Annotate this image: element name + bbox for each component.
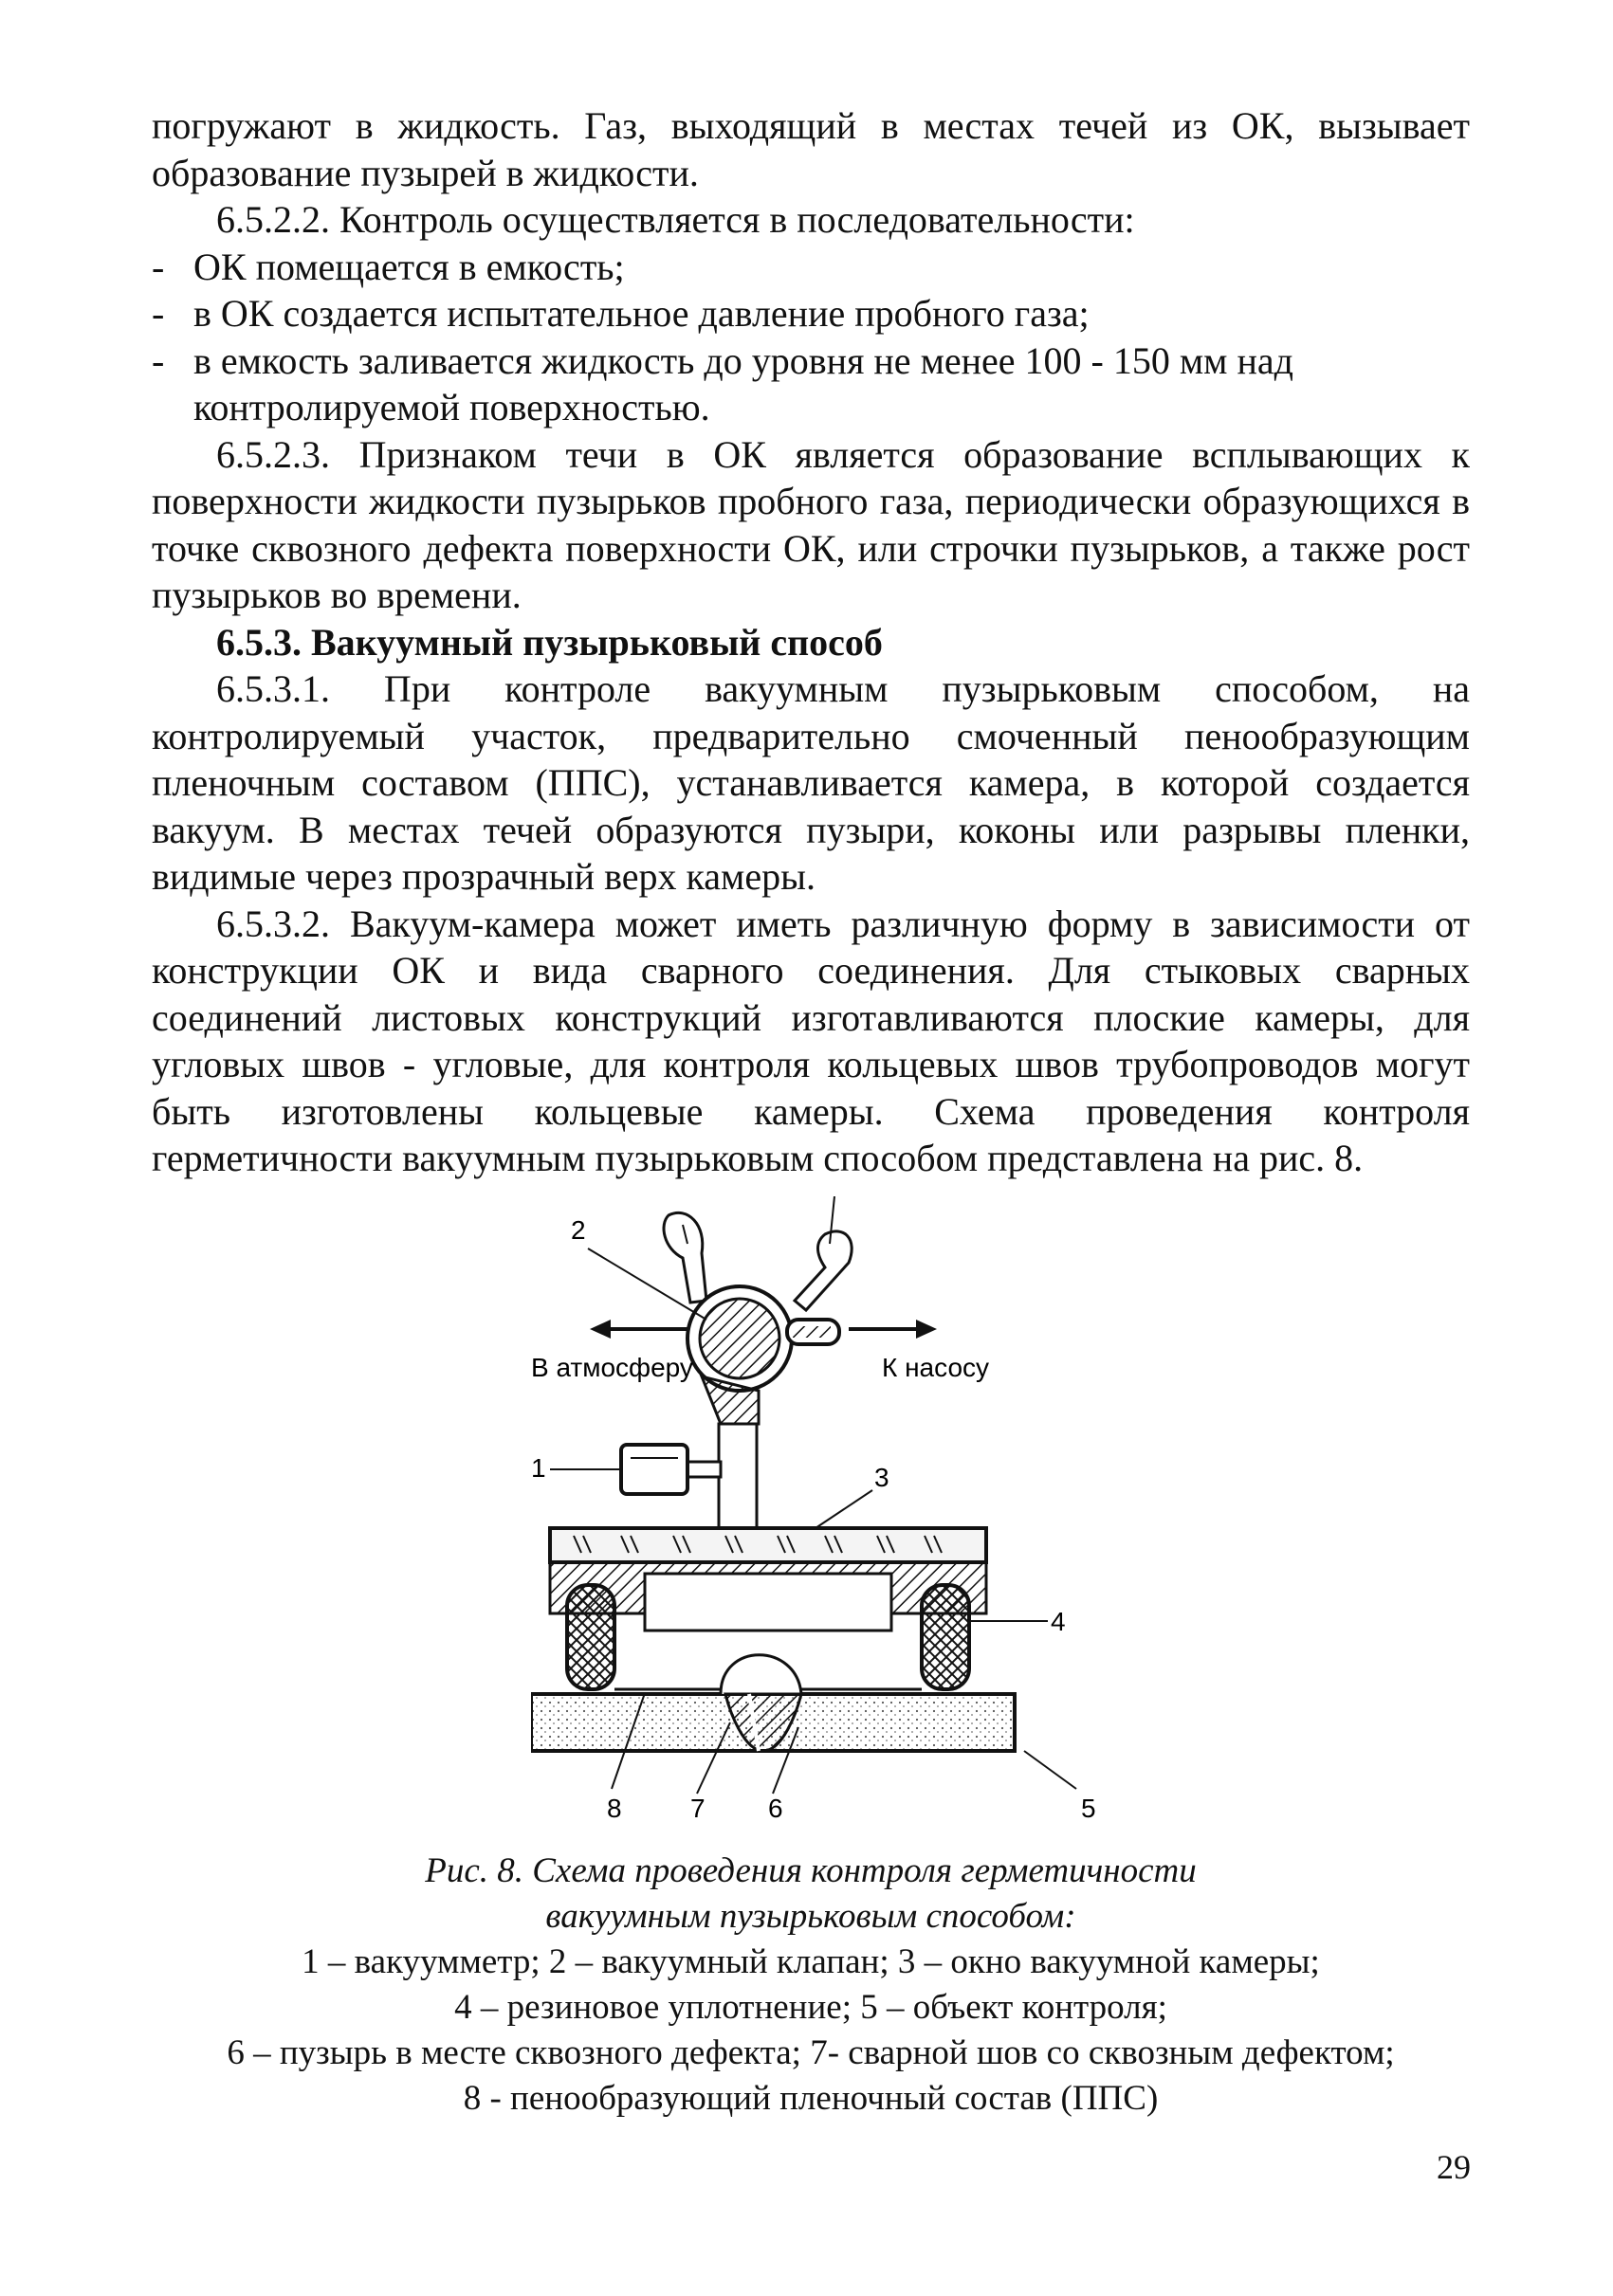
vacuum-gauge [621, 1445, 687, 1494]
caption-legend-line: 6 – пузырь в месте сквозного дефекта; 7- сварной шов со сквозным дефектом; [227, 2033, 1395, 2072]
caption-legend-line: 8 - пенообразующий пленочный состав (ППС) [463, 2079, 1159, 2118]
paragraph: 6.5.2.2. Контроль осуществляется в последовательности: [216, 198, 1135, 241]
label-8: 8 [607, 1794, 622, 1822]
list-item: - в емкость заливается жидкость до уровня не менее 100 - 150 мм над контролируемой поверхностью. [152, 338, 1293, 428]
label-5: 5 [1081, 1794, 1096, 1822]
caption-subtitle: вакуумным пузырьковым способом: [545, 1897, 1076, 1936]
label-2: 2 [571, 1215, 586, 1245]
page-text [152, 102, 1470, 1182]
label-4: 4 [1051, 1607, 1066, 1636]
chamber-window [550, 1528, 986, 1562]
label-6: 6 [768, 1794, 783, 1822]
paragraph: погружают в жидкость. Газ, выходящий в местах течей из ОК, вызывает образование пузырей в жидкости. [152, 104, 1470, 194]
label-to-pump: К насосу [882, 1353, 990, 1382]
paragraph: 6.5.2.3. Признаком течи в ОК является образование всплывающих к поверхности жидкости пузырьков пробного газа, периодически образующихся в точке сквозного дефекта поверхности ОК, или строчки пузырьков, а также рост пузырьков во времени. [152, 432, 1470, 616]
label-7: 7 [690, 1794, 706, 1822]
paragraph: 6.5.3.2. Вакуум-камера может иметь различную форму в зависимости от конструкции ОК и вида сварного соединения. Для стыковых сварных соединений листовых конструкций изготавливаются плоские камеры, для угловых швов - угловые, для контроля кольцевых швов трубопроводов могут быть изготовлены кольцевые камеры. Схема проведения контроля герметичности вакуумным пузырьковым способом представлена на рис. 8. [152, 902, 1470, 1179]
page-number: 29 [1437, 2148, 1471, 2186]
bubble [721, 1655, 801, 1694]
figure-caption [152, 1849, 1470, 2122]
label-to-atmosphere: В атмосферу [531, 1353, 693, 1382]
caption-title: Рис. 8. Схема проведения контроля герметичности [425, 1851, 1197, 1890]
list-item: - в ОК создается испытательное давление пробного газа; [152, 292, 1090, 335]
section-heading: 6.5.3. Вакуумный пузырьковый способ [216, 620, 883, 664]
paragraph: 6.5.3.1. При контроле вакуумным пузырьковым способом, на контролируемый участок, предварительно смоченный пенообразующим пленочным составом (ППС), устанавливается камера, в которой создается вакуум. В местах течей образуются пузыри, коконы или разрывы пленки, видимые через прозрачный верх камеры. [152, 667, 1470, 898]
caption-legend-line: 1 – вакуумметр; 2 – вакуумный клапан; 3 – окно вакуумной камеры; [302, 1942, 1320, 1981]
list-item: - ОК помещается в емкость; [152, 245, 625, 288]
label-1: 1 [531, 1453, 546, 1483]
vacuum-valve [687, 1286, 839, 1424]
arrow-to-pump [849, 1320, 937, 1339]
caption-legend-line: 4 – резиновое уплотнение; 5 – объект контроля; [454, 1988, 1167, 2027]
label-3: 3 [874, 1463, 889, 1492]
vacuum-chamber-diagram [531, 1196, 1119, 1822]
arrow-to-atmosphere [590, 1320, 687, 1339]
